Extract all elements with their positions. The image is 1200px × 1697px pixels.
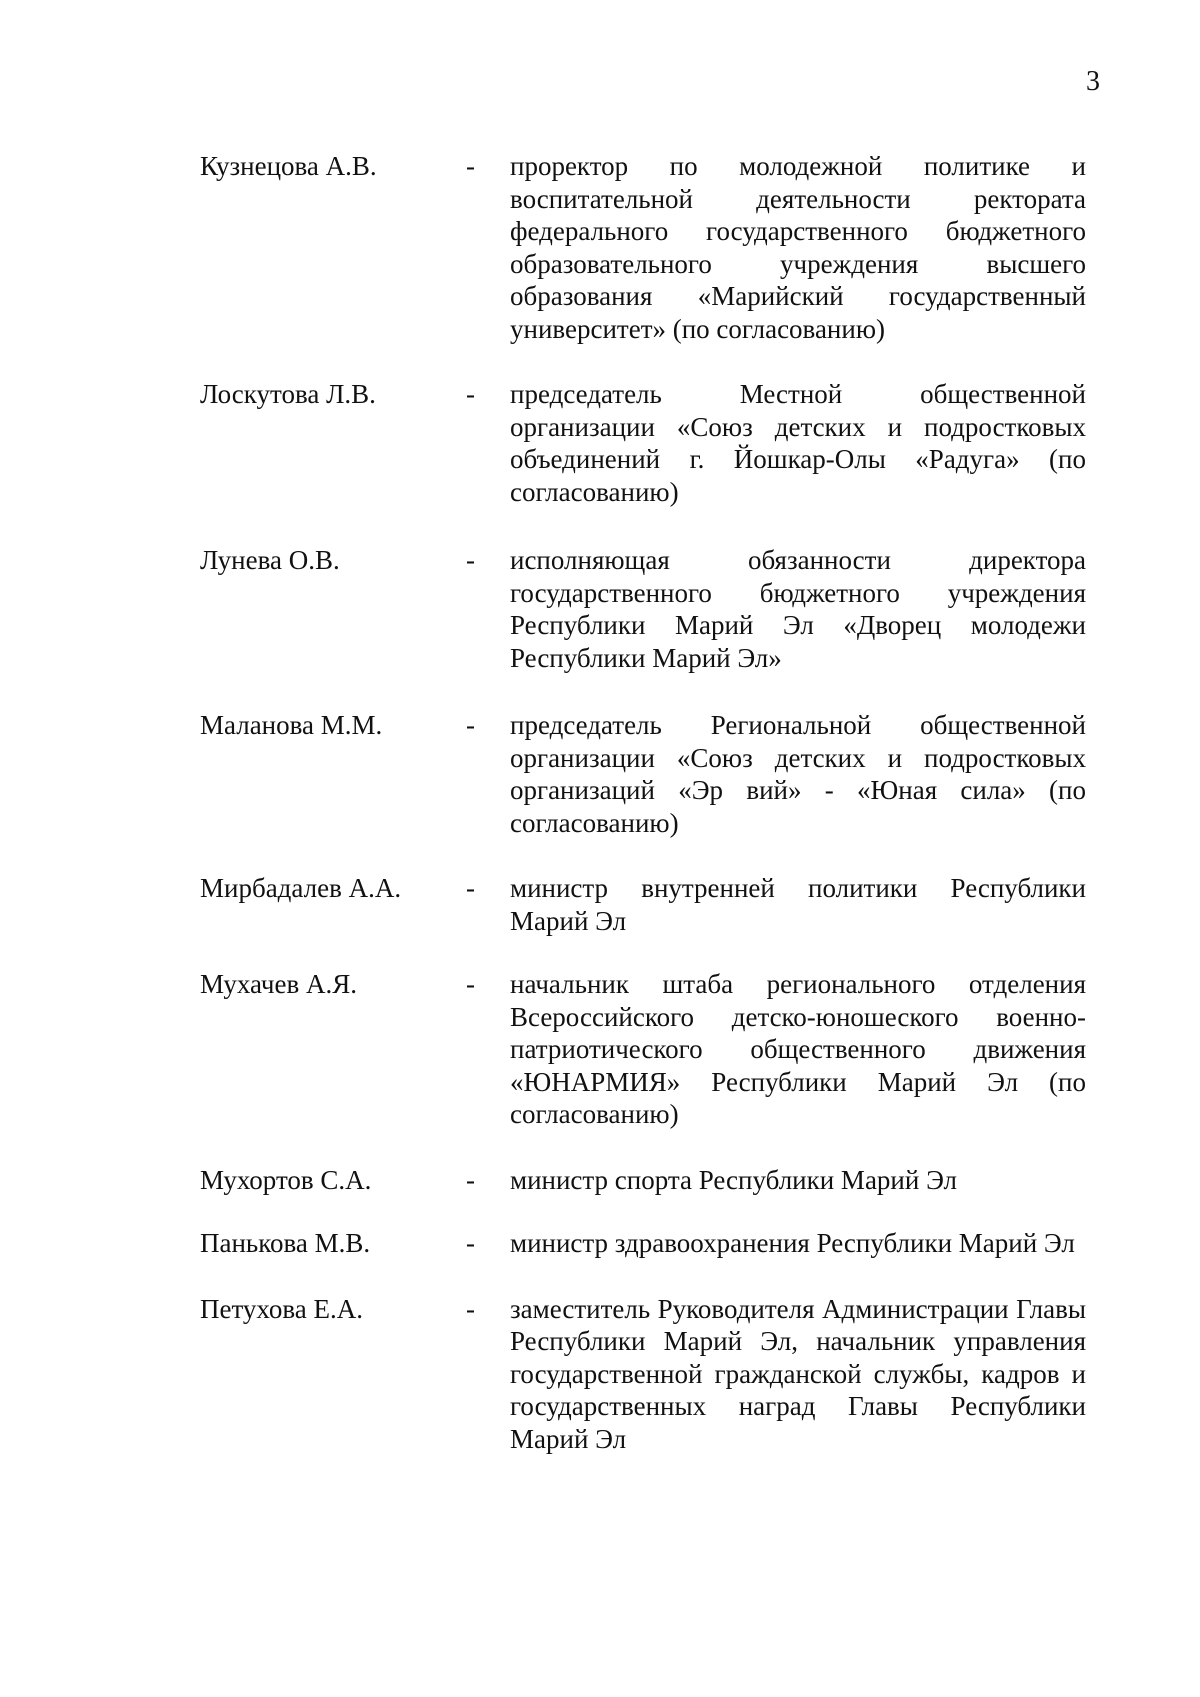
page-number: 3 — [1086, 66, 1100, 97]
member-description: начальник штаба регионального отделения Всероссийского детско-юношеского военно-патриотического общественного движения «ЮНАРМИЯ» Республики Марий Эл (по согласованию) — [510, 969, 1086, 1129]
member-description: заместитель Руководителя Администрации Главы Республики Марий Эл, начальник управления государственной гражданской службы, кадров и государственных наград Главы Республики Марий Эл — [510, 1293, 1086, 1454]
separator-dash: - — [466, 1228, 475, 1258]
list-item — [200, 1293, 1086, 1456]
member-name: Панькова М.В. — [200, 1228, 371, 1258]
member-description: проректор по молодежной политике и воспитательной деятельности ректората федерального государственного бюджетного образовательного учреждения высшего образования «Марийский государственный университет» (по согласованию) — [510, 151, 1086, 344]
member-name: Мухачев А.Я. — [200, 969, 357, 999]
separator-dash: - — [466, 1293, 475, 1324]
member-description: исполняющая обязанности директора государственного бюджетного учреждения Республики Марий Эл «Дворец молодежи Республики Марий Эл» — [510, 545, 1086, 673]
members-list — [200, 150, 1086, 1455]
separator-dash: - — [466, 1164, 475, 1195]
member-description: министр здравоохранения Республики Марий Эл — [510, 1228, 1075, 1258]
member-name: Маланова М.М. — [200, 710, 383, 740]
list-item — [200, 1164, 1086, 1197]
separator-dash: - — [466, 710, 475, 740]
separator-dash: - — [466, 379, 475, 409]
separator-dash: - — [466, 151, 475, 181]
member-name: Мирбадалев А.А. — [200, 873, 402, 903]
list-item — [200, 709, 1086, 839]
member-name: Кузнецова А.В. — [200, 151, 377, 181]
separator-dash: - — [466, 873, 475, 903]
separator-dash: - — [466, 969, 475, 999]
list-item — [200, 872, 1086, 937]
list-item — [200, 968, 1086, 1131]
member-description: председатель Региональной общественной организации «Союз детских и подростковых организаций «Эр вий» - «Юная сила» (по согласованию) — [510, 710, 1086, 838]
member-description: министр внутренней политики Республики Марий Эл — [510, 873, 1086, 936]
member-name: Мухортов С.А. — [200, 1164, 372, 1195]
member-description: министр спорта Республики Марий Эл — [510, 1164, 958, 1195]
member-name: Лунева О.В. — [200, 545, 340, 575]
list-item — [200, 1227, 1086, 1260]
list-item — [200, 378, 1086, 508]
member-name: Петухова Е.А. — [200, 1293, 364, 1324]
list-item — [200, 150, 1086, 345]
list-item — [200, 544, 1086, 674]
member-description: председатель Местной общественной организации «Союз детских и подростковых объединений г. Йошкар-Олы «Радуга» (по согласованию) — [510, 379, 1086, 507]
member-name: Лоскутова Л.В. — [200, 379, 376, 409]
separator-dash: - — [466, 545, 475, 575]
